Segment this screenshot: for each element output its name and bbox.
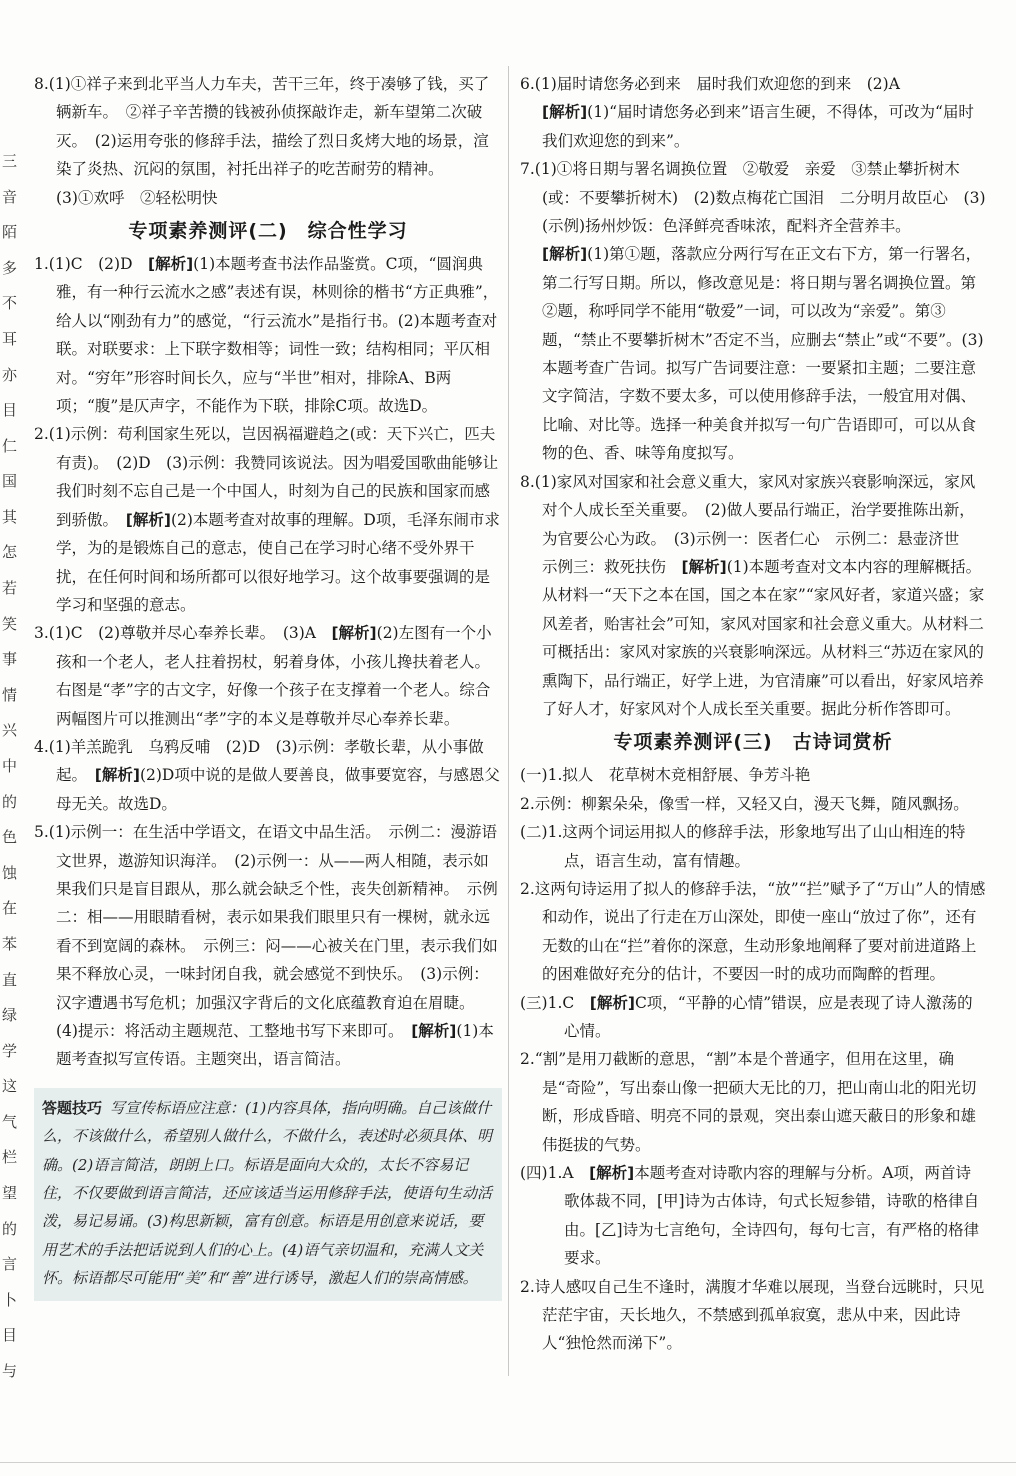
analysis-tag: [解析] <box>542 103 588 122</box>
left-column <box>34 70 502 1301</box>
edge-char: 音 <box>2 187 18 206</box>
edge-char: 绿 <box>2 1006 18 1025</box>
tip-text: 写宣传标语应注意：(1)内容具体，指向明确。自己该做什么，不该做什么，希望别人做什么，不做什么，表述时必须具体、明确。(2)语言简洁，朗朗上口。标语是面向大众的，太长不容易记住，不仅要做到语言简洁，还应该适当运用修辞手法，使语句生动活泼，易记易诵。(3)构思新颖，富有创意。标语是用创意来说话，要用艺术的手法把话说到人们的心上。(4)语气亲切温和，充满人文关怀。标语都尽可能用“美”和“善”进行诱导，激起人们的崇高情感。 <box>42 1098 493 1288</box>
edge-char: 的 <box>2 1219 18 1238</box>
right-column <box>520 70 986 1358</box>
poem-1-answer-1: (一)1.拟人 花草树木竞相舒展、争芳斗艳 <box>520 766 811 785</box>
edge-char: 与 <box>2 1362 18 1380</box>
answer-3: 3.(1)C (2)尊敬并尽心奉养长辈。 (3)A [解析](2)左图有一个小孩和一个老人，老人拄着拐杖，躬着身体，小孩儿搀扶着老人。右图是“孝”字的古文字，好像一个孩子在支撑着一个老人。综合两幅图片可以推测出“孝”字的本义是尊敬并尽心奉养长辈。 <box>34 624 492 728</box>
edge-char: 情 <box>2 685 18 704</box>
edge-char: 国 <box>2 472 18 491</box>
edge-char: 色 <box>2 828 18 847</box>
analysis-tag: [解析] <box>542 245 588 264</box>
answer-8-part3: (3)①欢呼 ②轻松明快 <box>56 188 218 207</box>
section-heading-2: 专项素养测评(二) 综合性学习 <box>128 220 408 243</box>
edge-char: 陌 <box>2 223 18 242</box>
poem-2-answer-2: 2.这两句诗运用了拟人的修辞手法，“放”“拦”赋予了“万山”人的情感和动作，说出了行走在万山深处，即使一座山“放过了你”，还有无数的山在“拦”着你的深意，生动形象地阐释了要对前进道路上的困难做好充分的估计，不要因一时的成功而陶醉的哲理。 <box>520 879 986 984</box>
answer-6: 6.(1)届时请您务必到来 届时我们欢迎您的到来 (2)A [解析](1)“届时请您务必到来”语言生硬，不得体，可改为“届时我们欢迎您的到来”。 <box>520 75 974 150</box>
analysis-tag: [解析] <box>589 993 635 1012</box>
analysis-tag: [解析] <box>148 255 194 274</box>
edge-char: 耳 <box>2 329 18 348</box>
answer-7: 7.(1)①将日期与署名调换位置 ②敬爱 亲爱 ③禁止攀折树木(或：不要攀折树木) (2)数点梅花亡国泪 二分明月故臣心 (3)(示例)扬州炒饭：色泽鲜亮香味浓，配料齐全营养丰。 [解析](1)第①题，落款应分两行写在正文右下方，第一行署名，第二行写日期。所以，修改意见是：将日期与署名调换位置。第②题，称呼同学不能用“敬爱”一词，可以改为“亲爱”。第③题，“禁止不要攀折树木”否定不当，应删去“禁止”或“不要”。(3)本题考查广告词。拟写广告词要注意：一要紧扣主题；二要注意文字简洁，字数不要太多，可以使用修辞手法，一般宜用对偶、比喻、对比等。选择一种美食并拟写一句广告语即可，可以从食物的色、香、味等角度拟写。 <box>520 160 986 463</box>
column-divider <box>508 66 509 1376</box>
edge-char: 三 <box>2 152 18 170</box>
edge-char: 若 <box>2 579 18 598</box>
left-edge-cutoff-text <box>0 0 18 1476</box>
section-heading-3: 专项素养测评(三) 古诗词赏析 <box>613 731 893 754</box>
answer-4: 4.(1)羊羔跪乳 乌鸦反哺 (2)D (3)示例：孝敬长辈，从小事做起。 [解析](2)D项中说的是做人要善良，做事要宽容，与感恩父母无关。故选D。 <box>34 737 500 813</box>
poem-2-answer-1: (二)1.这两个词运用拟人的修辞手法，形象地写出了山山相连的特点，语言生动，富有情趣。 <box>520 823 966 870</box>
edge-char: 不 <box>2 294 18 313</box>
edge-char: 笑 <box>2 614 18 633</box>
edge-char: 兴 <box>2 721 18 740</box>
page-bottom-rule <box>0 1462 1016 1463</box>
analysis-tag: [解析] <box>94 766 140 785</box>
edge-char: 在 <box>2 899 18 918</box>
edge-char: 亦 <box>2 365 18 384</box>
answer-1: 1.(1)C (2)D [解析](1)本题考查书法作品鉴赏。C项，“圆润典雅，有一种行云流水之感”表述有误，林则徐的楷书“方正典雅”，给人以“刚劲有力”的感觉，“行云流水”是指行书。(2)本题考查对联。对联要求：上下联字数相等；词性一致；结构相同；平仄相对。“穷年”形容时间长久，应与“半世”相对，排除A、B两项；“腹”是仄声字，不能作为下联，排除C项。故选D。 <box>34 255 499 416</box>
analysis-tag: [解析] <box>681 557 727 576</box>
edge-char: 中 <box>2 757 18 775</box>
poem-4-answer-1: (四)1.A [解析]本题考查对诗歌内容的理解与分析。A项，两首诗歌体裁不同，[甲]诗为古体诗，句式长短参错，诗歌的格律自由。[乙]诗为七言绝句，全诗四句，每句七言，有严格的格律要求。 <box>520 1164 980 1268</box>
edge-char: 多 <box>2 258 18 277</box>
edge-char: 怎 <box>2 543 18 562</box>
edge-char: 直 <box>2 970 18 989</box>
edge-char: 事 <box>2 650 18 669</box>
edge-char: 目 <box>2 1326 18 1345</box>
answer-tip-box <box>34 1088 502 1301</box>
edge-char: 目 <box>2 401 18 420</box>
poem-3-answer-1: (三)1.C [解析]C项，“平静的心情”错误，应是表现了诗人激荡的心情。 <box>520 993 973 1040</box>
edge-char: 其 <box>2 507 18 526</box>
poem-3-answer-2: 2.“割”是用刀截断的意思，“割”本是个普通字，但用在这里，确是“奇险”，写出泰山像一把硕大无比的刀，把山南山北的阳光切断，形成昏暗、明亮不同的景观，突出泰山遮天蔽日的形象和雄伟挺拔的气势。 <box>520 1050 977 1154</box>
edge-char: 气 <box>2 1112 18 1131</box>
analysis-tag: [解析] <box>411 1022 457 1040</box>
answer-2: 2.(1)示例：苟利国家生死以，岂因祸福避趋之(或：天下兴亡，匹夫有责)。 (2)D (3)示例：我赞同该说法。因为唱爱国歌曲能够让我们时刻不忘自己是一个中国人，时刻为自己的民族和国家而感到骄傲。 [解析](2)本题考查对故事的理解。D项，毛泽东闹市求学，为的是锻炼自己的意志，使自己在学习时心绪不受外界干扰，在任何时间和场所都可以很好地学习。这个故事要强调的是学习和坚强的意志。 <box>34 425 500 614</box>
edge-char: 栏 <box>2 1148 18 1167</box>
edge-char: 学 <box>2 1041 18 1060</box>
analysis-tag: [解析] <box>589 1164 635 1183</box>
poem-1-answer-2: 2.示例：柳絮朵朵，像雪一样，又轻又白，漫天飞舞，随风飘扬。 <box>520 794 969 813</box>
answer-8: 8.(1)①祥子来到北平当人力车夫，苦干三年，终于凑够了钱，买了辆新车。 ②祥子辛苦攒的钱被孙侦探敲诈走，新车望第二次破灭。 (2)运用夸张的修辞手法，描绘了烈日炙烤大地的场景，渲染了炎热、沉闷的氛围，衬托出祥子的吃苦耐劳的精神。 <box>34 75 490 179</box>
edge-char: 这 <box>2 1077 18 1096</box>
edge-char: 望 <box>2 1184 18 1203</box>
analysis-tag: [解析] <box>125 510 171 529</box>
edge-char: 的 <box>2 792 18 811</box>
poem-4-answer-2: 2.诗人感叹自己生不逢时，满腹才华难以展现，当登台远眺时，只见茫茫宇宙，天长地久，不禁感到孤单寂寞，悲从中来，因此诗人“独怆然而涕下”。 <box>520 1277 985 1353</box>
answer-8-right: 8.(1)家风对国家和社会意义重大，家风对家族兴衰影响深远，家风对个人成长至关重要。 (2)做人要品行端正，治学要推陈出新，为官要公心为政。 (3)示例一：医者仁心 示例二：悬壶济世 示例三：救死扶伤 [解析](1)本题考查对文本内容的理解概括。从材料一“天下之本在国，国之本在家”“家风好者，家道兴盛；家风差者，贻害社会”可知，家风对国家和社会意义重大。从材料二可概括出：家风对家族的兴衰影响深远。从材料三“苏迈在家风的熏陶下，品行端正，好学上进，为官清廉”可以看出，好家风培养了好人才，好家风对个人成长至关重要。据此分析作答即可。 <box>520 472 985 718</box>
edge-char: 蚀 <box>2 863 18 882</box>
answer-5: 5.(1)示例一：在生活中学语文，在语文中品生活。 示例二：漫游语文世界，遨游知识海洋。 (2)示例一：从——两人相随，表示如果我们只是盲目跟从，那么就会缺乏个性，丧失创新精神。 示例二：相——用眼睛看树，表示如果我们眼里只有一棵树，就永远看不到宽阔的森林。 示例三：闷——心被关在门里，表示我们如果不释放心灵，一味封闭自我，就会感觉不到快乐。 (3)示例：汉字遭遇书写危机；加强汉字背后的文化底蕴教育迫在眉睫。 (4)提示：将活动主题规范、工整地书写下来即可。 [解析](1)本题考查拟写宣传语。主题突出，语言简洁。 <box>34 823 498 1069</box>
edge-char: 苯 <box>2 934 18 953</box>
edge-char: 仁 <box>2 436 18 455</box>
tip-title: 答题技巧 <box>42 1098 103 1117</box>
analysis-tag: [解析] <box>331 624 377 643</box>
edge-char: 言 <box>2 1255 18 1274</box>
edge-char: 卜 <box>2 1290 18 1309</box>
